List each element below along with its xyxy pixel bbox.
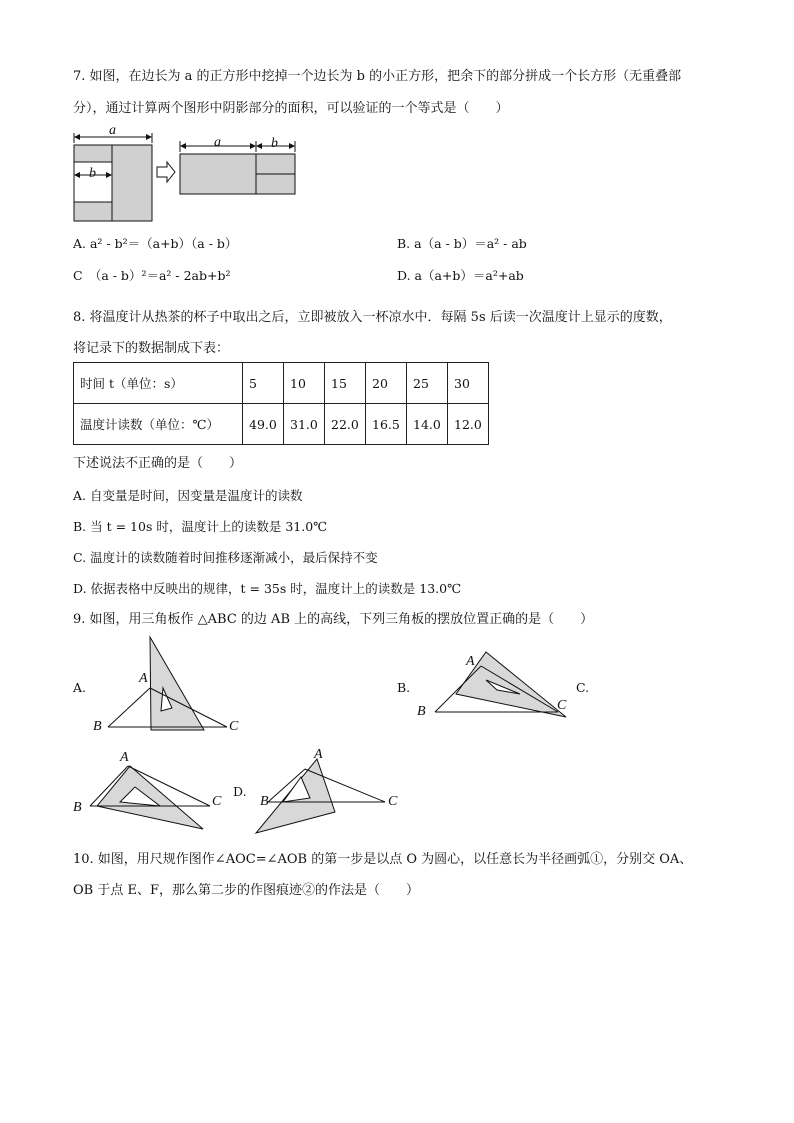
q7-option-c[interactable]: C （a - b）²＝a² - 2ab+b² [73, 268, 231, 283]
q10-text-line2: OB 于点 E、F，那么第二步的作图痕迹②的作法是（ ） [73, 883, 419, 898]
q9-a-vertex-b: B [93, 719, 102, 734]
table-row [74, 363, 489, 404]
table-cell: 20 [366, 363, 407, 404]
table-cell: 10 [284, 363, 325, 404]
q7-label-a-right: a [214, 135, 221, 150]
q8-text-line2: 将记录下的数据制成下表： [73, 341, 230, 356]
table-cell: 15 [325, 363, 366, 404]
table-cell: 25 [407, 363, 448, 404]
q7-label-a-left: a [109, 123, 116, 138]
q8-option-b[interactable]: B. 当 t = 10s 时，温度计上的读数是 31.0℃ [73, 519, 328, 534]
table-header-reading: 温度计读数（单位：℃） [74, 404, 243, 445]
q9-b-vertex-c: C [557, 698, 567, 713]
table-cell: 5 [243, 363, 284, 404]
q8-data-table [73, 362, 489, 445]
q9-option-b-label[interactable]: B. [397, 680, 411, 695]
q9-option-a-label[interactable]: A. [73, 680, 87, 695]
table-cell: 16.5 [366, 404, 407, 445]
q9-d-vertex-c: C [388, 794, 398, 809]
q10-text-line1: 10. 如图，用尺规作图作∠AOC=∠AOB 的第一步是以点 O 为圆心，以任意长为半径画弧①，分别交 OA、 [73, 852, 693, 867]
q9-a-vertex-c: C [229, 719, 239, 734]
table-cell: 31.0 [284, 404, 325, 445]
q9-option-c-label[interactable]: C. [576, 680, 590, 695]
q9-b-vertex-a: A [466, 654, 475, 669]
q7-option-a[interactable]: A. a² - b²＝（a+b）（a - b） [73, 236, 238, 251]
table-cell: 12.0 [448, 404, 489, 445]
q9-figure-a [108, 637, 227, 730]
q8-text-line1: 8. 将温度计从热茶的杯子中取出之后，立即被放入一杯凉水中．每隔 5s 后读一次温度计上显示的度数， [73, 310, 672, 325]
q8-option-c[interactable]: C. 温度计的读数随着时间推移逐渐减小，最后保持不变 [73, 550, 378, 565]
q7-label-b-left: b [89, 166, 96, 181]
q7-text-line1: 7. 如图，在边长为 a 的正方形中挖掉一个边长为 b 的小正方形，把余下的部分拼成一个长方形（无重叠部 [73, 69, 682, 84]
arrow-right-icon [157, 162, 175, 182]
q9-figure-c [90, 766, 210, 829]
q9-c-vertex-a: A [120, 750, 129, 765]
q8-option-a[interactable]: A. 自变量是时间，因变量是温度计的读数 [73, 488, 303, 503]
q9-figure-b [435, 652, 566, 717]
table-cell: 49.0 [243, 404, 284, 445]
table-cell: 14.0 [407, 404, 448, 445]
table-row [74, 404, 489, 445]
q9-option-d-label[interactable]: D. [233, 784, 247, 799]
q7-option-d[interactable]: D. a（a+b）＝a²+ab [397, 268, 524, 283]
q7-option-b[interactable]: B. a（a - b）＝a² - ab [397, 236, 527, 251]
table-cell: 30 [448, 363, 489, 404]
q9-c-vertex-b: B [73, 800, 82, 815]
q9-figure-d [256, 759, 385, 833]
q9-b-vertex-b: B [417, 704, 426, 719]
q9-d-vertex-a: A [314, 747, 323, 762]
q7-text-line2: 分），通过计算两个图形中阴影部分的面积，可以验证的一个等式是（ ） [73, 101, 509, 116]
table-header-time: 时间 t（单位：s） [74, 363, 243, 404]
q8-option-d[interactable]: D. 依据表格中反映出的规律，t = 35s 时，温度计上的读数是 13.0℃ [73, 581, 462, 596]
q7-label-b-right: b [271, 136, 278, 151]
q9-d-vertex-b: B [260, 794, 269, 809]
q9-c-vertex-c: C [212, 794, 222, 809]
q9-text-line1: 9. 如图，用三角板作 △ABC 的边 AB 上的高线，下列三角板的摆放位置正确的是（ ） [73, 612, 594, 627]
table-cell: 22.0 [325, 404, 366, 445]
q7-square-figure [74, 133, 152, 221]
q9-a-vertex-a: A [139, 671, 148, 686]
q8-prompt: 下述说法不正确的是（ ） [73, 456, 243, 471]
